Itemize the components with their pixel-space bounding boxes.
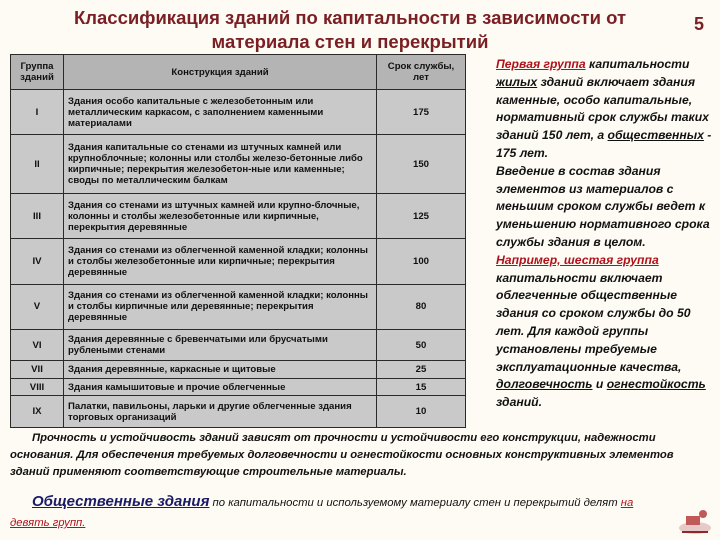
right-text: - 175 лет. [496,128,712,160]
right-text: капитальности включает облегченные общественные здания со сроком службы до 50 лет. Для каждой группы установлены требуемые эксплуатационные качества, [496,270,691,374]
right-text-underlined: общественных [607,128,704,143]
cell-construction: Здания со стенами из штучных камней или крупно-блочные, колонны и столбы железобетонные или кирпичные, перекрытия деревянные [64,194,377,239]
cell-construction: Палатки, павильоны, ларьки и другие облегченные здания торговых организаций [64,396,377,428]
table-row [11,90,466,135]
table-row [11,329,466,360]
page-number: 5 [693,14,704,34]
right-paragraph-2: Введение в состав здания элементов из материалов с меньшим сроком службы ведет к уменьшению нормативного срока службы здания в целом. [496,163,710,249]
table-row [11,135,466,194]
bottom-text: Прочность и устойчивость зданий зависят от прочности и устойчивости его конструкции, надежности основания. Для обеспечения требуемых долговечности и огнестойкости основных конструктивных элементов зданий применяют соответствующие строительные материалы. [10,432,674,478]
cell-group: III [11,194,64,239]
decorative-figure-icon [676,506,714,536]
cell-term: 125 [377,194,466,239]
cell-construction: Здания со стенами из облегченной каменной кладки; колонны и столбы железобетонные или кирпичные; перекрытия деревянные [64,239,377,284]
right-text: капитальности [585,57,690,71]
cell-construction: Здания деревянные с бревенчатыми или брусчатыми рублеными стенами [64,329,377,360]
table-row [11,396,466,428]
cell-construction: Здания капитальные со стенами из штучных камней или крупноблочные; колонны или столбы железо-бетонные либо кирпичные; перекрытия железобетон-ные или каменные; своды по металлическим балкам [64,135,377,194]
cell-term: 100 [377,239,466,284]
cell-term: 150 [377,135,466,194]
bottom-text: по капитальности и используемому материалу стен и перекрытий делят [209,497,621,509]
cell-term: 50 [377,329,466,360]
cell-term: 175 [377,90,466,135]
cell-term: 80 [377,284,466,329]
table-header-row [11,55,466,90]
cell-group: II [11,135,64,194]
cell-group: VI [11,329,64,360]
header-term: Срок службы, лет [377,55,466,90]
cell-group: VII [11,361,64,379]
cell-term: 15 [377,378,466,396]
bottom-paragraph-2 [10,492,660,533]
header-construction: Конструкция зданий [64,55,377,90]
right-text-block [474,56,714,412]
example-heading: Например, шестая группа [496,252,659,267]
cell-group: I [11,90,64,135]
right-text: и [592,377,607,392]
table-row [11,239,466,284]
classification-table [10,54,466,428]
cell-construction: Здания камышитовые и прочие облегченные [64,378,377,396]
table-row [11,284,466,329]
bottom-paragraph-1 [10,430,700,481]
header-group: Группа зданий [11,55,64,90]
cell-group: IV [11,239,64,284]
table-row [11,361,466,379]
cell-group: V [11,284,64,329]
cell-construction: Здания со стенами из облегченной каменной кладки; колонны и столбы кирпичные или деревянные; перекрытия деревянные [64,284,377,329]
right-text-underlined: жилых [496,74,538,89]
table-row [11,378,466,396]
right-text-underlined: долговечность [496,377,593,392]
cell-term: 10 [377,396,466,428]
right-text: зданий включает здания каменные, особо капитальные, нормативный срок службы таких зданий 150 лет, а [496,74,709,143]
cell-construction: Здания особо капитальные с железобетонным или металлическим каркасом, с заполнением каменными материалами [64,90,377,135]
cell-group: VIII [11,378,64,396]
cell-term: 25 [377,361,466,379]
cell-group: IX [11,396,64,428]
nine-groups-link: на девять групп. [10,497,634,529]
first-group-heading: Первая группа [496,57,586,71]
right-text-underlined: огнестойкость [606,377,706,392]
table-row [11,194,466,239]
page-title: Классификация зданий по капитальности в зависимости от материала стен и перекрытий [73,7,627,52]
right-text: зданий. [496,395,543,410]
cell-construction: Здания деревянные, каркасные и щитовые [64,361,377,379]
public-buildings-heading: Общественные здания [32,493,210,510]
